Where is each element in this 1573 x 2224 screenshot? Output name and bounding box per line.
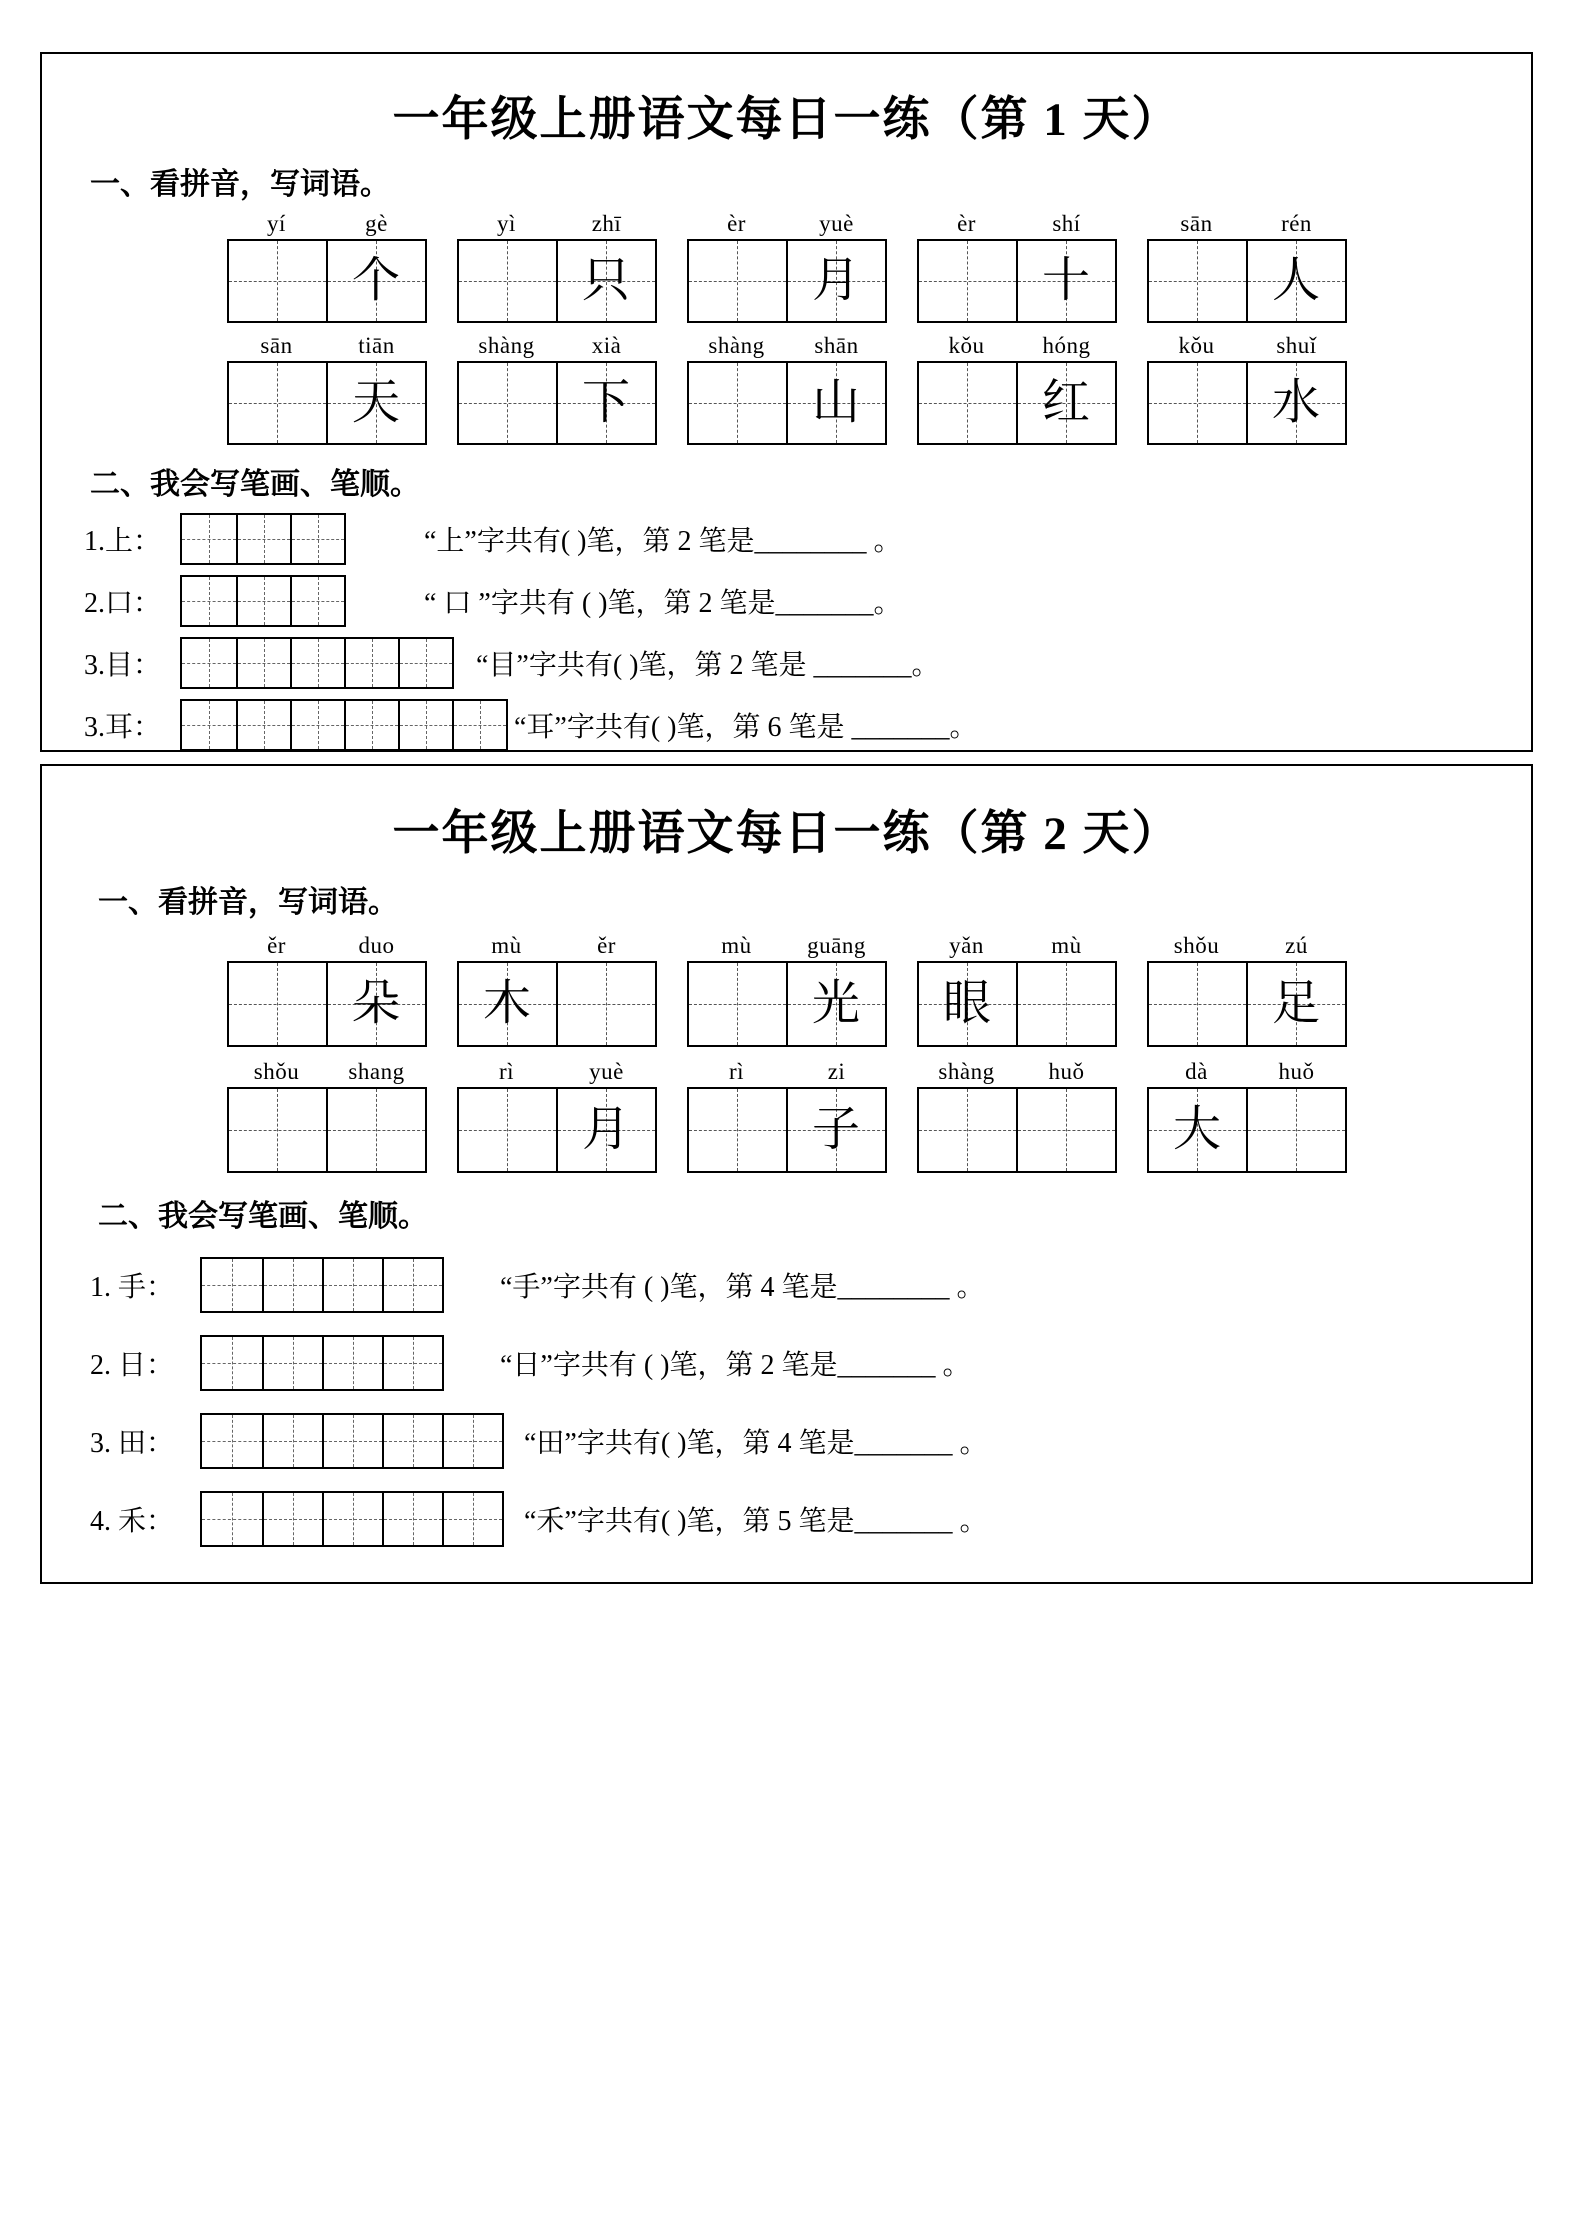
pinyin-syllable: shàng bbox=[708, 333, 765, 358]
stroke-question: “日”字共有 ( )笔，第 2 笔是_______ 。 bbox=[500, 1350, 971, 1381]
page-title-day-2: 一年级上册语文每日一练（第 2 天） bbox=[392, 808, 1181, 860]
stroke-box[interactable] bbox=[202, 1337, 262, 1389]
grid-character: 木 bbox=[482, 977, 531, 1030]
tianzige-cell[interactable] bbox=[689, 963, 786, 1045]
pinyin-word-row bbox=[64, 331, 1509, 445]
pinyin-syllable: mù bbox=[491, 933, 522, 958]
stroke-box[interactable] bbox=[262, 1259, 322, 1311]
pinyin-label bbox=[457, 1057, 657, 1087]
pinyin-syllable: yǎn bbox=[949, 933, 984, 958]
pinyin-word-row bbox=[64, 1057, 1509, 1173]
word-item bbox=[917, 209, 1117, 323]
tianzige-cell[interactable] bbox=[689, 1089, 786, 1171]
stroke-box[interactable] bbox=[236, 639, 290, 687]
pinyin-syllable: zi bbox=[827, 1059, 846, 1084]
pinyin-syllable: rén bbox=[1281, 211, 1312, 236]
pinyin-syllable: rì bbox=[498, 1059, 515, 1084]
pinyin-syllable: zhī bbox=[591, 211, 622, 236]
stroke-practice-row bbox=[90, 1257, 1509, 1313]
tianzige-cell[interactable] bbox=[786, 363, 885, 443]
tianzige-grid[interactable] bbox=[457, 239, 657, 323]
stroke-box[interactable] bbox=[202, 1493, 262, 1545]
stroke-box[interactable] bbox=[236, 701, 290, 749]
pinyin-syllable: shàng bbox=[938, 1059, 995, 1084]
word-item bbox=[687, 331, 887, 445]
stroke-box[interactable] bbox=[382, 1415, 442, 1467]
word-item bbox=[687, 931, 887, 1047]
tianzige-cell[interactable] bbox=[229, 241, 326, 321]
stroke-practice-row bbox=[84, 699, 1509, 751]
grid-character: 月 bbox=[811, 254, 860, 307]
stroke-question: “禾”字共有( )笔，第 5 笔是_______ 。 bbox=[524, 1506, 988, 1537]
pinyin-syllable: shí bbox=[1052, 211, 1081, 236]
tianzige-grid[interactable] bbox=[917, 239, 1117, 323]
pinyin-syllable: kǒu bbox=[948, 333, 985, 358]
pinyin-label bbox=[917, 1057, 1117, 1087]
tianzige-cell[interactable] bbox=[326, 1089, 425, 1171]
stroke-box[interactable] bbox=[290, 639, 344, 687]
pinyin-syllable: yuè bbox=[589, 1059, 624, 1084]
pinyin-syllable: ěr bbox=[597, 933, 616, 958]
tianzige-cell[interactable] bbox=[919, 1089, 1016, 1171]
stroke-row-label: 1.上： bbox=[84, 526, 162, 557]
pinyin-syllable: huǒ bbox=[1048, 1059, 1085, 1084]
tianzige-grid[interactable] bbox=[227, 239, 427, 323]
word-item bbox=[457, 331, 657, 445]
pinyin-word-row bbox=[64, 931, 1509, 1047]
stroke-box[interactable] bbox=[382, 1493, 442, 1545]
pinyin-syllable: mù bbox=[721, 933, 752, 958]
tianzige-cell[interactable] bbox=[459, 963, 556, 1045]
stroke-box[interactable] bbox=[236, 577, 290, 625]
pinyin-label bbox=[457, 931, 657, 961]
pinyin-syllable: shǒu bbox=[253, 1059, 300, 1084]
stroke-box[interactable] bbox=[262, 1493, 322, 1545]
pinyin-syllable: yuè bbox=[819, 211, 854, 236]
stroke-row-label: 2. 日： bbox=[90, 1350, 175, 1381]
stroke-question: “目”字共有( )笔，第 2 笔是 _______。 bbox=[476, 650, 940, 681]
pinyin-syllable: rì bbox=[728, 1059, 745, 1084]
section-heading-pinyin-2: 一、看拼音，写词语。 bbox=[98, 886, 398, 919]
grid-character: 眼 bbox=[942, 977, 991, 1030]
tianzige-cell[interactable] bbox=[229, 363, 326, 443]
stroke-question: “上”字共有( )笔，第 2 笔是________ 。 bbox=[424, 526, 902, 557]
grid-character: 水 bbox=[1271, 376, 1320, 429]
stroke-row-label: 2.口： bbox=[84, 588, 162, 619]
pinyin-label bbox=[227, 331, 427, 361]
grid-character: 月 bbox=[581, 1103, 630, 1156]
tianzige-cell[interactable] bbox=[1016, 241, 1115, 321]
stroke-boxes[interactable] bbox=[200, 1413, 504, 1469]
tianzige-grid[interactable] bbox=[1147, 239, 1347, 323]
tianzige-grid[interactable] bbox=[227, 361, 427, 445]
pinyin-syllable: guāng bbox=[807, 933, 866, 958]
stroke-row-label: 3.目： bbox=[84, 650, 162, 681]
stroke-boxes[interactable] bbox=[180, 513, 346, 565]
tianzige-cell[interactable] bbox=[459, 363, 556, 443]
word-item bbox=[227, 1057, 427, 1173]
word-item bbox=[457, 209, 657, 323]
tianzige-cell[interactable] bbox=[786, 241, 885, 321]
tianzige-grid[interactable] bbox=[687, 961, 887, 1047]
tianzige-grid[interactable] bbox=[917, 1087, 1117, 1173]
word-item bbox=[1147, 209, 1347, 323]
stroke-question: “手”字共有 ( )笔，第 4 笔是________ 。 bbox=[500, 1272, 985, 1303]
tianzige-cell[interactable] bbox=[326, 363, 425, 443]
tianzige-cell[interactable] bbox=[919, 241, 1016, 321]
stroke-box[interactable] bbox=[322, 1415, 382, 1467]
section-heading-pinyin-1: 一、看拼音，写词语。 bbox=[90, 168, 390, 201]
stroke-box[interactable] bbox=[236, 515, 290, 563]
pinyin-syllable: shang bbox=[348, 1059, 405, 1084]
worksheet-day-1 bbox=[40, 52, 1533, 752]
tianzige-cell[interactable] bbox=[1149, 1089, 1246, 1171]
stroke-row-label: 1. 手： bbox=[90, 1272, 175, 1303]
word-item bbox=[227, 209, 427, 323]
grid-character: 十 bbox=[1041, 254, 1090, 307]
stroke-box[interactable] bbox=[442, 1493, 502, 1545]
word-item bbox=[457, 931, 657, 1047]
stroke-boxes[interactable] bbox=[180, 699, 508, 751]
stroke-box[interactable] bbox=[322, 1259, 382, 1311]
stroke-box[interactable] bbox=[398, 701, 452, 749]
tianzige-cell[interactable] bbox=[556, 241, 655, 321]
pinyin-label bbox=[917, 331, 1117, 361]
grid-character: 红 bbox=[1041, 376, 1090, 429]
tianzige-cell[interactable] bbox=[556, 1089, 655, 1171]
stroke-boxes[interactable] bbox=[200, 1257, 444, 1313]
word-item bbox=[227, 931, 427, 1047]
pinyin-syllable: shàng bbox=[478, 333, 535, 358]
tianzige-cell[interactable] bbox=[786, 1089, 885, 1171]
pinyin-syllable: duo bbox=[358, 933, 395, 958]
stroke-row-label: 4. 禾： bbox=[90, 1506, 175, 1537]
stroke-boxes[interactable] bbox=[200, 1491, 504, 1547]
tianzige-cell[interactable] bbox=[1246, 1089, 1345, 1171]
pinyin-label bbox=[687, 1057, 887, 1087]
word-item bbox=[457, 1057, 657, 1173]
stroke-practice-row bbox=[84, 513, 1509, 565]
grid-character: 天 bbox=[351, 376, 400, 429]
pinyin-syllable: xià bbox=[591, 333, 622, 358]
tianzige-grid[interactable] bbox=[917, 961, 1117, 1047]
pinyin-syllable: shǒu bbox=[1173, 933, 1220, 958]
word-item bbox=[917, 931, 1117, 1047]
tianzige-grid[interactable] bbox=[687, 1087, 887, 1173]
stroke-practice-row bbox=[84, 637, 1509, 689]
tianzige-cell[interactable] bbox=[459, 1089, 556, 1171]
tianzige-cell[interactable] bbox=[1016, 363, 1115, 443]
worksheet-day-2 bbox=[40, 764, 1533, 1584]
pinyin-label bbox=[687, 931, 887, 961]
grid-character: 朵 bbox=[351, 977, 400, 1030]
tianzige-grid[interactable] bbox=[227, 1087, 427, 1173]
word-item bbox=[227, 331, 427, 445]
stroke-box[interactable] bbox=[290, 701, 344, 749]
grid-character: 人 bbox=[1271, 254, 1320, 307]
tianzige-cell[interactable] bbox=[1149, 241, 1246, 321]
stroke-box[interactable] bbox=[344, 701, 398, 749]
tianzige-cell[interactable] bbox=[556, 963, 655, 1045]
stroke-practice-row bbox=[84, 575, 1509, 627]
stroke-box[interactable] bbox=[452, 701, 506, 749]
stroke-row-label: 3. 田： bbox=[90, 1428, 175, 1459]
stroke-box[interactable] bbox=[382, 1337, 442, 1389]
stroke-box[interactable] bbox=[182, 577, 236, 625]
pinyin-label bbox=[227, 931, 427, 961]
pinyin-syllable: tiān bbox=[358, 333, 395, 358]
tianzige-grid[interactable] bbox=[227, 961, 427, 1047]
word-item bbox=[687, 209, 887, 323]
stroke-box[interactable] bbox=[398, 639, 452, 687]
grid-character: 子 bbox=[811, 1103, 860, 1156]
pinyin-syllable: shān bbox=[814, 333, 859, 358]
pinyin-syllable: yí bbox=[267, 211, 286, 236]
grid-character: 下 bbox=[581, 376, 630, 429]
grid-character: 只 bbox=[581, 254, 630, 307]
tianzige-cell[interactable] bbox=[1246, 963, 1345, 1045]
stroke-box[interactable] bbox=[344, 639, 398, 687]
pinyin-label bbox=[1147, 931, 1347, 961]
pinyin-syllable: gè bbox=[365, 211, 388, 236]
tianzige-cell[interactable] bbox=[326, 963, 425, 1045]
stroke-question: “ 口 ”字共有 ( )笔，第 2 笔是_______。 bbox=[424, 588, 902, 619]
tianzige-cell[interactable] bbox=[689, 363, 786, 443]
pinyin-label bbox=[687, 331, 887, 361]
pinyin-syllable: èr bbox=[957, 211, 976, 236]
pinyin-label bbox=[1147, 1057, 1347, 1087]
tianzige-grid[interactable] bbox=[1147, 961, 1347, 1047]
pinyin-label bbox=[687, 209, 887, 239]
stroke-practice-row bbox=[90, 1413, 1509, 1469]
stroke-box[interactable] bbox=[182, 701, 236, 749]
stroke-box[interactable] bbox=[322, 1337, 382, 1389]
tianzige-cell[interactable] bbox=[459, 241, 556, 321]
section-heading-strokes-2: 二、我会写笔画、笔顺。 bbox=[98, 1200, 428, 1233]
word-item bbox=[1147, 931, 1347, 1047]
grid-character: 光 bbox=[811, 977, 860, 1030]
pinyin-label bbox=[457, 331, 657, 361]
tianzige-cell[interactable] bbox=[1246, 241, 1345, 321]
stroke-question: “耳”字共有( )笔，第 6 笔是 _______。 bbox=[514, 712, 978, 743]
stroke-box[interactable] bbox=[382, 1259, 442, 1311]
pinyin-syllable: sān bbox=[260, 333, 293, 358]
tianzige-cell[interactable] bbox=[1149, 363, 1246, 443]
word-item bbox=[917, 331, 1117, 445]
page-title-day-1: 一年级上册语文每日一练（第 1 天） bbox=[392, 94, 1181, 146]
pinyin-label bbox=[457, 209, 657, 239]
grid-character: 山 bbox=[811, 376, 860, 429]
pinyin-label bbox=[1147, 331, 1347, 361]
stroke-box[interactable] bbox=[322, 1493, 382, 1545]
stroke-box[interactable] bbox=[262, 1415, 322, 1467]
grid-character: 足 bbox=[1271, 977, 1320, 1030]
tianzige-cell[interactable] bbox=[786, 963, 885, 1045]
stroke-box[interactable] bbox=[442, 1415, 502, 1467]
tianzige-grid[interactable] bbox=[687, 239, 887, 323]
tianzige-cell[interactable] bbox=[556, 363, 655, 443]
word-item bbox=[1147, 1057, 1347, 1173]
tianzige-grid[interactable] bbox=[457, 361, 657, 445]
tianzige-grid[interactable] bbox=[917, 361, 1117, 445]
stroke-question: “田”字共有( )笔，第 4 笔是_______ 。 bbox=[524, 1428, 988, 1459]
stroke-box[interactable] bbox=[290, 515, 344, 563]
tianzige-grid[interactable] bbox=[457, 961, 657, 1047]
pinyin-syllable: èr bbox=[727, 211, 746, 236]
stroke-boxes[interactable] bbox=[180, 637, 454, 689]
stroke-row-label: 3.耳： bbox=[84, 712, 162, 743]
tianzige-cell[interactable] bbox=[229, 1089, 326, 1171]
stroke-box[interactable] bbox=[290, 577, 344, 625]
pinyin-syllable: shuǐ bbox=[1276, 333, 1317, 358]
pinyin-label bbox=[227, 209, 427, 239]
tianzige-cell[interactable] bbox=[919, 963, 1016, 1045]
pinyin-syllable: dà bbox=[1185, 1059, 1208, 1084]
section-heading-strokes-1: 二、我会写笔画、笔顺。 bbox=[90, 468, 420, 501]
stroke-box[interactable] bbox=[202, 1415, 262, 1467]
tianzige-grid[interactable] bbox=[1147, 1087, 1347, 1173]
tianzige-cell[interactable] bbox=[229, 963, 326, 1045]
stroke-box[interactable] bbox=[202, 1259, 262, 1311]
pinyin-syllable: zú bbox=[1285, 933, 1308, 958]
stroke-box[interactable] bbox=[262, 1337, 322, 1389]
word-item bbox=[1147, 331, 1347, 445]
grid-character: 个 bbox=[351, 254, 400, 307]
pinyin-word-row bbox=[64, 209, 1509, 323]
word-item bbox=[917, 1057, 1117, 1173]
tianzige-grid[interactable] bbox=[457, 1087, 657, 1173]
pinyin-syllable: mù bbox=[1051, 933, 1082, 958]
pinyin-label bbox=[1147, 209, 1347, 239]
pinyin-syllable: ěr bbox=[267, 933, 286, 958]
pinyin-syllable: kǒu bbox=[1178, 333, 1215, 358]
tianzige-cell[interactable] bbox=[1016, 1089, 1115, 1171]
pinyin-syllable: huǒ bbox=[1278, 1059, 1315, 1084]
tianzige-cell[interactable] bbox=[326, 241, 425, 321]
pinyin-label bbox=[227, 1057, 427, 1087]
pinyin-label bbox=[917, 209, 1117, 239]
tianzige-cell[interactable] bbox=[689, 241, 786, 321]
pinyin-syllable: yì bbox=[497, 211, 516, 236]
stroke-boxes[interactable] bbox=[180, 575, 346, 627]
word-item bbox=[687, 1057, 887, 1173]
stroke-box[interactable] bbox=[182, 515, 236, 563]
tianzige-cell[interactable] bbox=[1016, 963, 1115, 1045]
pinyin-syllable: sān bbox=[1180, 211, 1213, 236]
pinyin-label bbox=[917, 931, 1117, 961]
grid-character: 大 bbox=[1172, 1103, 1221, 1156]
tianzige-grid[interactable] bbox=[1147, 361, 1347, 445]
tianzige-cell[interactable] bbox=[1149, 963, 1246, 1045]
stroke-boxes[interactable] bbox=[200, 1335, 444, 1391]
tianzige-grid[interactable] bbox=[687, 361, 887, 445]
stroke-box[interactable] bbox=[182, 639, 236, 687]
pinyin-syllable: hóng bbox=[1042, 333, 1091, 358]
stroke-practice-row bbox=[90, 1335, 1509, 1391]
tianzige-cell[interactable] bbox=[919, 363, 1016, 443]
tianzige-cell[interactable] bbox=[1246, 363, 1345, 443]
stroke-practice-row bbox=[90, 1491, 1509, 1547]
